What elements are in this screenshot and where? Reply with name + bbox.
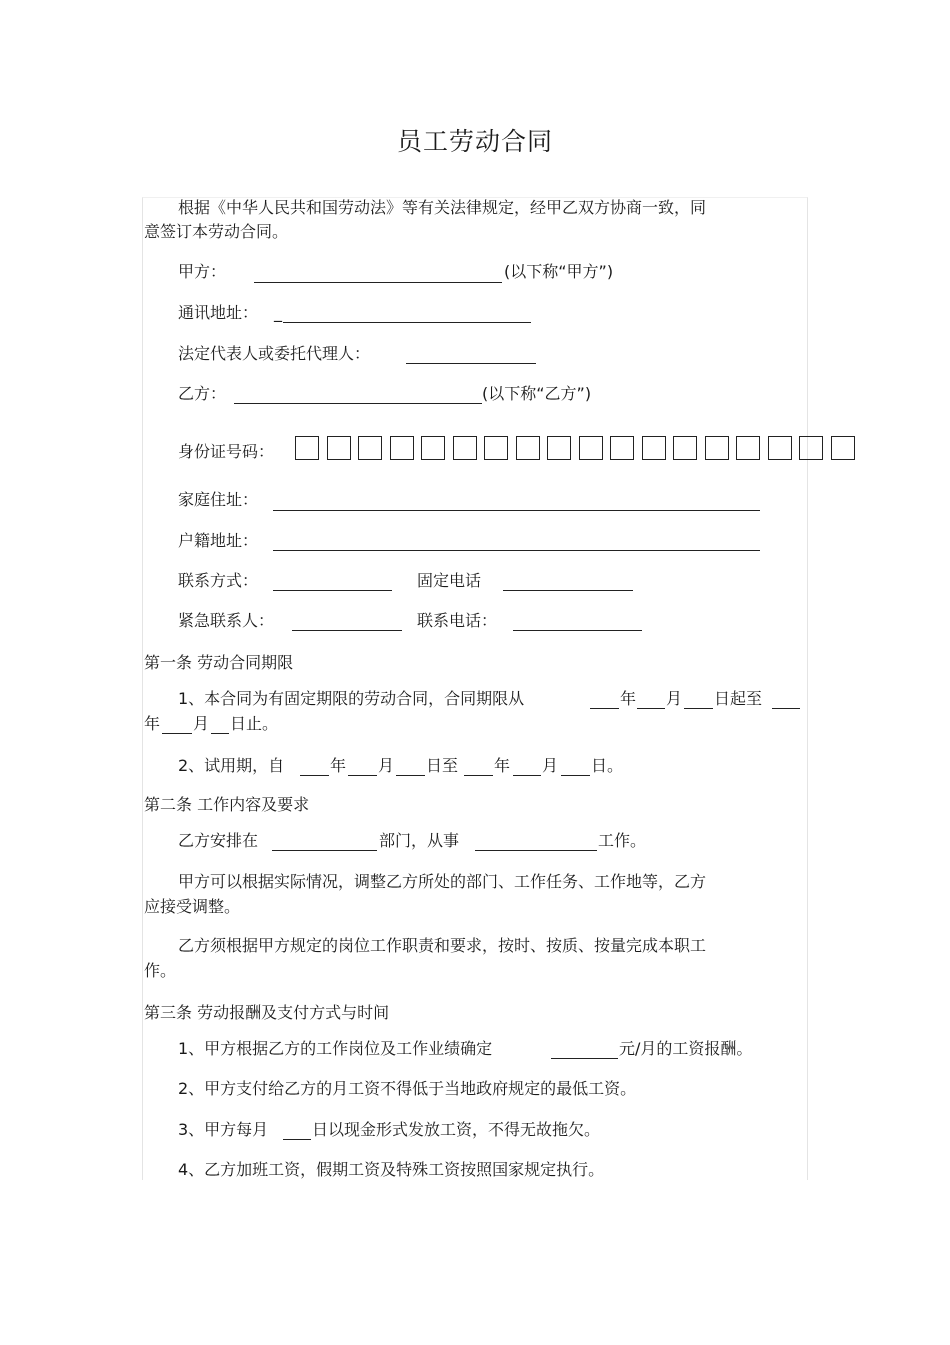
home-address-label: 家庭住址： (178, 490, 259, 509)
day-from-text: 日起至 (714, 689, 763, 708)
id-digit-box[interactable] (831, 436, 855, 460)
month-text: 月 (378, 756, 395, 775)
article-3-item-2: 2、甲方支付给乙方的月工资不得低于当地政府规定的最低工资。 (178, 1079, 637, 1098)
day-end-text: 日止。 (230, 714, 279, 733)
party-a-field[interactable] (254, 266, 502, 283)
probation-end-year-field[interactable] (464, 759, 493, 776)
article-2-p2-line-1: 甲方可以根据实际情况，调整乙方所处的部门、工作任务、工作地等，乙方 (178, 872, 707, 891)
address-field[interactable] (283, 306, 531, 323)
article-2-p2-line-2: 应接受调整。 (144, 897, 241, 916)
legal-rep-field[interactable] (406, 347, 536, 364)
id-digit-box[interactable] (516, 436, 540, 460)
registered-address-field[interactable] (273, 534, 760, 551)
article-2-p3-line-2: 作。 (144, 961, 177, 980)
id-digit-box[interactable] (453, 436, 477, 460)
article-3-item-3-b: 日以现金形式发放工资，不得无故拖欠。 (312, 1120, 601, 1139)
id-digit-box[interactable] (673, 436, 697, 460)
party-a-label: 甲方： (178, 262, 227, 281)
registered-address-label: 户籍地址： (178, 531, 259, 550)
article-3-item-1-b: 元/月的工资报酬。 (619, 1039, 753, 1058)
article-2-p1-a: 乙方安排在 (178, 831, 259, 850)
address-label: 通讯地址： (178, 303, 259, 322)
id-digit-box[interactable] (705, 436, 729, 460)
id-number-label: 身份证号码： (178, 442, 275, 461)
id-digit-box[interactable] (390, 436, 414, 460)
contract-start-day-field[interactable] (684, 692, 713, 709)
probation-end-day-field[interactable] (561, 759, 590, 776)
id-digit-box[interactable] (610, 436, 634, 460)
month-text: 月 (666, 689, 683, 708)
emergency-phone-field[interactable] (513, 614, 642, 631)
article-1-heading: 第一条 劳动合同期限 (144, 653, 294, 672)
id-digit-box[interactable] (799, 436, 823, 460)
contract-end-day-field[interactable] (211, 717, 229, 734)
intro-line-1: 根据《中华人民共和国劳动法》等有关法律规定，经甲乙双方协商一致，同 (178, 198, 707, 217)
intro-line-2: 意签订本劳动合同。 (144, 222, 289, 241)
probation-end-month-field[interactable] (513, 759, 541, 776)
legal-rep-label: 法定代表人或委托代理人： (178, 344, 371, 363)
id-digit-box[interactable] (642, 436, 666, 460)
id-digit-box[interactable] (358, 436, 382, 460)
article-1-item-2-text: 2、试用期，自 (178, 756, 285, 775)
article-2-p1-b: 部门，从事 (379, 831, 460, 850)
article-2-p1-c: 工作。 (598, 831, 647, 850)
id-digit-box[interactable] (736, 436, 760, 460)
id-digit-box[interactable] (484, 436, 508, 460)
month-text: 月 (193, 714, 210, 733)
address-prefix: _ (274, 303, 282, 322)
fixed-phone-label: 固定电话 (417, 571, 482, 590)
id-digit-box[interactable] (421, 436, 445, 460)
emergency-phone-label: 联系电话： (417, 611, 498, 630)
document-title: 员工劳动合同 (396, 127, 553, 156)
article-3-item-4: 4、乙方加班工资，假期工资及特殊工资按照国家规定执行。 (178, 1160, 605, 1179)
article-3-item-1-a: 1、甲方根据乙方的工作岗位及工作业绩确定 (178, 1039, 493, 1058)
year-text: 年 (494, 756, 511, 775)
pay-day-field[interactable] (283, 1123, 311, 1140)
id-digit-box[interactable] (579, 436, 603, 460)
id-digit-box[interactable] (547, 436, 571, 460)
day-end-text: 日。 (591, 756, 624, 775)
party-b-field[interactable] (234, 387, 482, 404)
article-1-item-1-text: 1、本合同为有固定期限的劳动合同，合同期限从 (178, 689, 525, 708)
day-to-text: 日至 (426, 756, 459, 775)
department-field[interactable] (272, 834, 377, 851)
contract-end-month-field[interactable] (162, 717, 192, 734)
probation-start-month-field[interactable] (348, 759, 377, 776)
contract-start-month-field[interactable] (637, 692, 665, 709)
article-3-heading: 第三条 劳动报酬及支付方式与时间 (144, 1003, 390, 1022)
year-text: 年 (620, 689, 637, 708)
contract-start-year-field[interactable] (590, 692, 619, 709)
article-3-item-3-a: 3、甲方每月 (178, 1120, 269, 1139)
contact-field[interactable] (273, 574, 392, 591)
home-address-field[interactable] (273, 494, 760, 511)
probation-start-year-field[interactable] (300, 759, 329, 776)
id-digit-box[interactable] (295, 436, 319, 460)
contact-label: 联系方式： (178, 571, 259, 590)
emergency-contact-label: 紧急联系人： (178, 611, 275, 630)
month-text: 月 (542, 756, 559, 775)
party-a-suffix: (以下称“甲方”) (504, 262, 614, 281)
article-2-heading: 第二条 工作内容及要求 (144, 795, 310, 814)
party-b-suffix: (以下称“乙方”) (482, 384, 592, 403)
job-field[interactable] (475, 834, 597, 851)
fixed-phone-field[interactable] (503, 574, 633, 591)
year-text: 年 (330, 756, 347, 775)
id-digit-box[interactable] (768, 436, 792, 460)
article-2-p3-line-1: 乙方须根据甲方规定的岗位工作职责和要求，按时、按质、按量完成本职工 (178, 936, 707, 955)
emergency-contact-field[interactable] (292, 614, 402, 631)
year-text: 年 (144, 714, 161, 733)
party-b-label: 乙方： (178, 384, 227, 403)
probation-start-day-field[interactable] (396, 759, 425, 776)
contract-end-year-field[interactable] (772, 692, 800, 709)
salary-amount-field[interactable] (551, 1042, 618, 1059)
id-digit-box[interactable] (327, 436, 351, 460)
